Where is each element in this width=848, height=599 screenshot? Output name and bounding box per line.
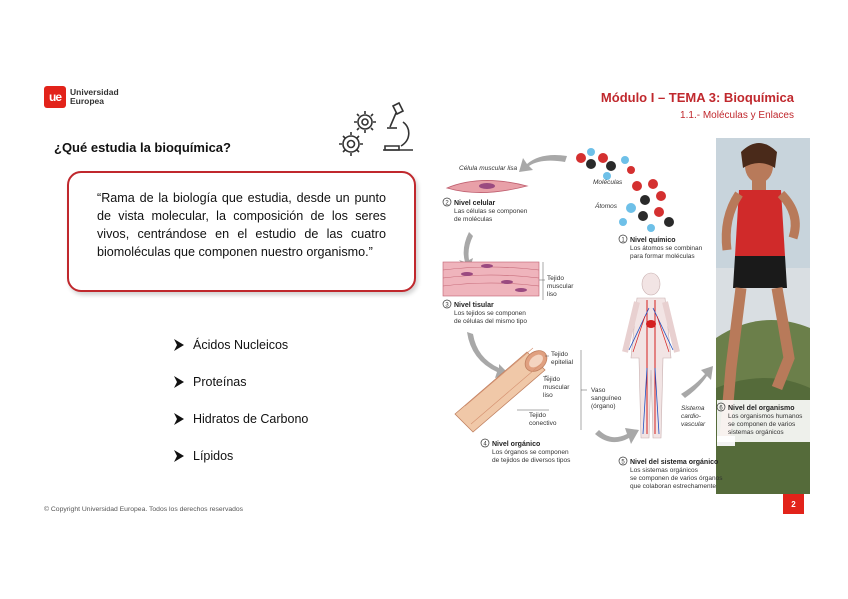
arrow-bullet-icon [174,413,184,425]
level-5-number: 5 [621,459,625,466]
level-2-title: Nivel celular [454,200,496,207]
level-3-desc-2: de células del mismo tipo [454,318,527,325]
epithelial-label-1: Tejido [551,351,568,358]
level-5-desc-2: se componen de varios órganos [630,475,723,482]
definition-box [67,171,416,292]
arrow-bullet-icon [174,450,184,462]
level-4-number: 4 [483,441,487,448]
list-item [174,437,308,474]
list-item-label: Ácidos Nucleicos [193,337,289,352]
system-label-1: Sistema [681,405,705,412]
tissue-label-3: liso [547,291,557,298]
copyright-notice: © Copyright Universidad Europea. Todos los derechos reservados [44,506,244,513]
arrow-bullet-icon [174,339,184,351]
list-item-label: Lípidos [193,448,234,463]
level-6-desc-3: sistemas orgánicos [728,429,784,436]
level-5-desc-1: Los sistemas orgánicos [630,467,698,474]
level-5-desc-3: que colaboran estrechamente [630,483,717,490]
muscle-label-3: liso [543,392,553,399]
level-4-desc-2: de tejidos de diversos tipos [492,457,571,464]
definition-quote: “Rama de la biología que estudia, desde un punto de vista molecular, la composición de los seres vivos, centrándose en el estudio de las cuatro biomoléculas que componen nuestro organismo.” [97,191,386,259]
connective-label-2: conectivo [529,420,557,427]
level-1-number: 1 [621,237,625,244]
level-6-desc-2: se componen de varios [728,421,796,428]
level-3-title: Nivel tisular [454,302,494,309]
level-6-number: 6 [719,405,723,412]
arrow-bullet-icon [174,376,184,388]
list-item-label: Proteínas [193,374,247,389]
level-4-title: Nivel orgánico [492,441,541,448]
system-label-2: cardio- [681,413,701,420]
logo-mark: ue [44,86,66,108]
list-item [174,326,308,363]
connective-label-1: Tejido [529,412,546,419]
question-heading: ¿Qué estudia la bioquímica? [54,140,231,155]
vessel-label-1: Vaso [591,387,606,394]
level-5-title: Nivel del sistema orgánico [630,459,719,466]
atoms-label: Átomos [595,203,618,210]
level-1-desc-1: Los átomos se combinan [630,245,703,252]
organization-levels-figure [441,138,810,494]
muscle-label-1: Tejido [543,376,560,383]
tissue-label-1: Tejido [547,275,564,282]
muscle-tissue-illustration [443,262,539,296]
molecules-label: Moléculas [593,179,623,186]
level-1-desc-2: para formar moléculas [630,253,695,260]
level-1-title: Nivel químico [630,237,676,244]
logo-line-2: Europea [70,96,105,106]
level-6-title: Nivel del organismo [728,405,795,412]
level-2-number: 2 [445,200,449,207]
level-2-desc-1: Las células se componen [454,208,528,215]
level-2-desc-2: de moléculas [454,216,493,223]
gears-microscope-icon [333,100,419,160]
system-label-3: vascular [681,421,706,428]
vessel-label-2: sanguíneo [591,395,622,402]
level-3-desc-1: Los tejidos se componen [454,310,526,317]
cell-label: Célula muscular lisa [459,165,518,172]
epithelial-label-2: epitelial [551,359,574,366]
logo-line-1: Universidad [70,87,119,97]
list-item [174,400,308,437]
tissue-label-2: muscular [547,283,574,290]
page-number: 2 [783,494,804,514]
university-logo [44,86,119,108]
vessel-label-3: (órgano) [591,403,616,410]
biomolecule-list [174,326,308,474]
level-3-number: 3 [445,302,449,309]
logo-text [70,88,119,106]
list-item-label: Hidratos de Carbono [193,411,309,426]
muscle-label-2: muscular [543,384,570,391]
level-6-desc-1: Los organismos humanos [728,413,803,420]
list-item [174,363,308,400]
level-4-desc-1: Los órganos se componen [492,449,569,456]
module-title: Módulo I – TEMA 3: Bioquímica [600,90,794,105]
module-subtitle: 1.1.- Moléculas y Enlaces [680,110,794,121]
